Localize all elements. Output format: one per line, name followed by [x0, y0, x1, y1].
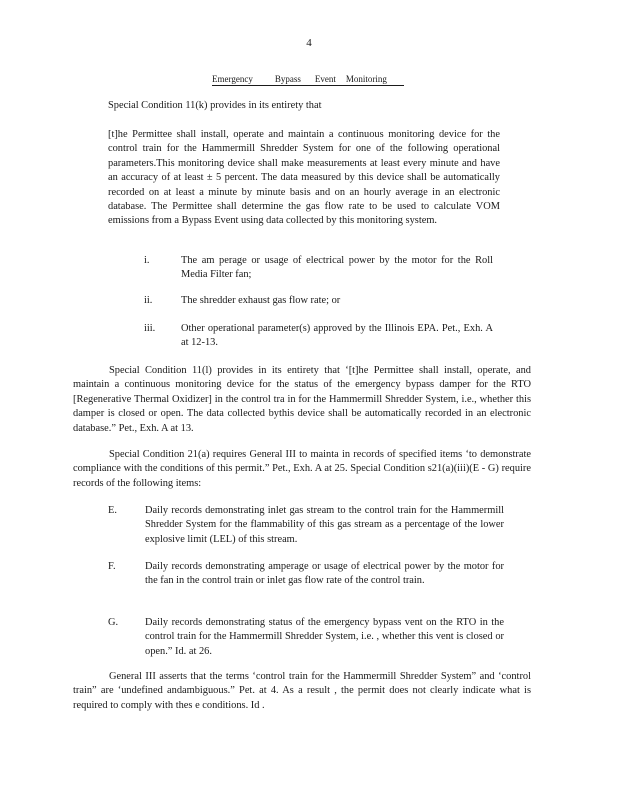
- list-item-number: G.: [108, 617, 119, 628]
- body-paragraph: General III asserts that the terms ‘control train for the Hammermill Shredder System” and ‘control train” are ‘undefined andambiguous.” Pet. at 4. As a result , the permit does not clearly indicate what is required to comply with thes e conditions. Id .: [73, 671, 531, 711]
- list-item: [108, 616, 508, 660]
- page-number: 4: [306, 37, 312, 49]
- list-item: [144, 322, 504, 352]
- list-item: [108, 504, 508, 548]
- list-item-number: E.: [108, 505, 117, 516]
- body-paragraph: Special Condition 21(a) requires General III to mainta in records of specified items ‘to demonstrate compliance with the conditions of this permit.” Pet., Exh. A at 25. Special Condition s21(a)(iii)(E - G) require records of the following items:: [73, 449, 531, 489]
- list-item-text: The am perage or usage of electrical power by the motor for the Roll Media Filter fan;: [181, 255, 493, 281]
- list-item: [108, 560, 508, 604]
- list-item-text: Daily records demonstrating amperage or usage of electrical power by the motor for the fan in the control train or inlet gas flow rate of the control train.: [145, 561, 504, 587]
- list-item-number: i.: [144, 255, 150, 266]
- list-item-text: Daily records demonstrating inlet gas stream to the control train for the Hammermill Shredder System for the flammability of this gas stream as a percentage of the lower explosive limit (LEL) of this stream.: [145, 505, 504, 545]
- section-heading: [212, 73, 404, 86]
- list-item-number: iii.: [144, 323, 156, 334]
- list-item: [144, 294, 504, 310]
- list-item-number: F.: [108, 561, 116, 572]
- heading-word: Monitoring: [345, 74, 387, 84]
- list-item-text: Daily records demonstrating status of the emergency bypass vent on the RTO in the control train for the Hammermill Shredder System, i.e. , whether this vent is closed or open.” Id. at 26.: [145, 617, 504, 657]
- heading-word: Event: [314, 74, 336, 84]
- block-quote: [t]he Permittee shall install, operate and maintain a continuous monitoring device for the control train for the Hammermill Shredder System for one of the following operational parameters.This monitoring device shall make measurements at least every minute and have an accuracy of at least ± 5 percent. The data measured by this device shall be automatically recorded on at least a minute by minute basis and on an hourly average in an electronic database. The Permittee shall determine the gas flow rate to be used to calculate VOM emissions from a Bypass Event using data collected by this monitoring system.: [108, 129, 500, 227]
- heading-word: Bypass: [274, 74, 301, 84]
- list-item-text: The shredder exhaust gas flow rate; or: [181, 295, 341, 306]
- body-paragraph: Special Condition 11(l) provides in its entirety that ‘[t]he Permittee shall install, operate, and maintain a continuous monitoring device for the status of the emergency bypass damper for the RTO [Regenerative Thermal Oxidizer] in the control tra in for the Hammermill Shredder System, i.e., whether this damper is closed or open. The data collected bythis device shall be automatically recorded in an electronic database.” Pet., Exh. A at 13.: [73, 365, 531, 434]
- intro-paragraph: Special Condition 11(k) provides in its entirety that: [108, 100, 322, 111]
- list-item-text: Other operational parameter(s) approved by the Illinois EPA. Pet., Exh. A at 12-13.: [181, 323, 493, 349]
- heading-word: Emergency: [212, 74, 253, 84]
- list-item-number: ii.: [144, 295, 153, 306]
- list-item: [144, 254, 504, 284]
